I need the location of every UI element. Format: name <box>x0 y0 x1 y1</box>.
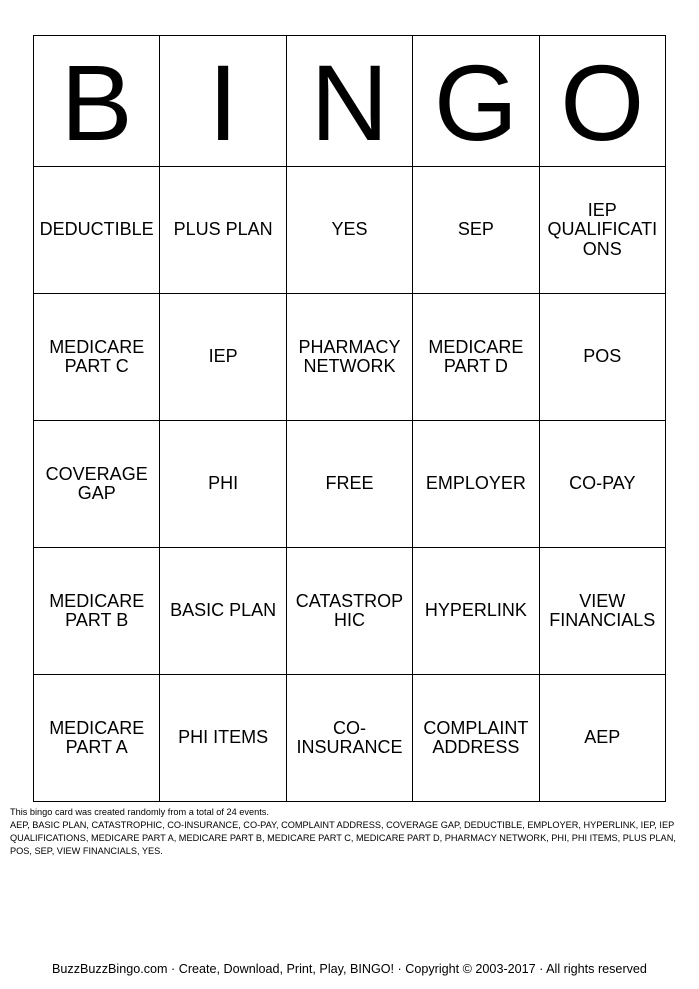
card-row-3 <box>34 421 666 548</box>
header-letter-b: B <box>34 36 160 167</box>
bingo-cell: MEDICARE PART A <box>34 675 160 802</box>
bingo-cell: SEP <box>413 167 539 294</box>
bingo-cell: COMPLAINT ADDRESS <box>413 675 539 802</box>
bingo-cell: PLUS PLAN <box>160 167 286 294</box>
created-note: This bingo card was created randomly from a total of 24 events. <box>10 807 269 817</box>
bingo-cell: COVERAGE GAP <box>34 421 160 548</box>
header-letter-g: G <box>413 36 539 167</box>
bingo-cell: AEP <box>539 675 665 802</box>
bingo-cell: CO-PAY <box>539 421 665 548</box>
bingo-cell: VIEW FINANCIALS <box>539 548 665 675</box>
header-letter-n: N <box>286 36 412 167</box>
bingo-cell: CATASTROPHIC <box>286 548 412 675</box>
site-footer: BuzzBuzzBingo.com · Create, Download, Print, Play, BINGO! · Copyright © 2003-2017 · All rights reserved <box>52 962 647 976</box>
bingo-cell: YES <box>286 167 412 294</box>
bingo-cell: HYPERLINK <box>413 548 539 675</box>
bingo-cell: IEP QUALIFICATIONS <box>539 167 665 294</box>
bingo-card <box>33 35 666 802</box>
bingo-cell: POS <box>539 294 665 421</box>
bingo-cell: MEDICARE PART B <box>34 548 160 675</box>
header-row <box>34 36 666 167</box>
bingo-cell: EMPLOYER <box>413 421 539 548</box>
bingo-cell: FREE <box>286 421 412 548</box>
bingo-cell: MEDICARE PART D <box>413 294 539 421</box>
bingo-cell: PHARMACY NETWORK <box>286 294 412 421</box>
card-row-1 <box>34 167 666 294</box>
card-row-4 <box>34 548 666 675</box>
bingo-cell: MEDICARE PART C <box>34 294 160 421</box>
card-row-5 <box>34 675 666 802</box>
header-letter-o: O <box>539 36 665 167</box>
card-info <box>10 806 690 858</box>
bingo-cell: IEP <box>160 294 286 421</box>
bingo-cell: BASIC PLAN <box>160 548 286 675</box>
bingo-cell: PHI <box>160 421 286 548</box>
events-list: AEP, BASIC PLAN, CATASTROPHIC, CO-INSURANCE, CO-PAY, COMPLAINT ADDRESS, COVERAGE GAP, DEDUCTIBLE, EMPLOYER, HYPERLINK, IEP, IEP QUALIFICATIONS, MEDICARE PART A, MEDICARE PART B, MEDICARE PART C, MEDICARE PART D, PHARMACY NETWORK, PHI, PHI ITEMS, PLUS PLAN, POS, SEP, VIEW FINANCIALS, YES. <box>10 820 676 857</box>
card-row-2 <box>34 294 666 421</box>
bingo-cell: DEDUCTIBLE <box>34 167 160 294</box>
header-letter-i: I <box>160 36 286 167</box>
bingo-cell: CO-INSURANCE <box>286 675 412 802</box>
bingo-cell: PHI ITEMS <box>160 675 286 802</box>
